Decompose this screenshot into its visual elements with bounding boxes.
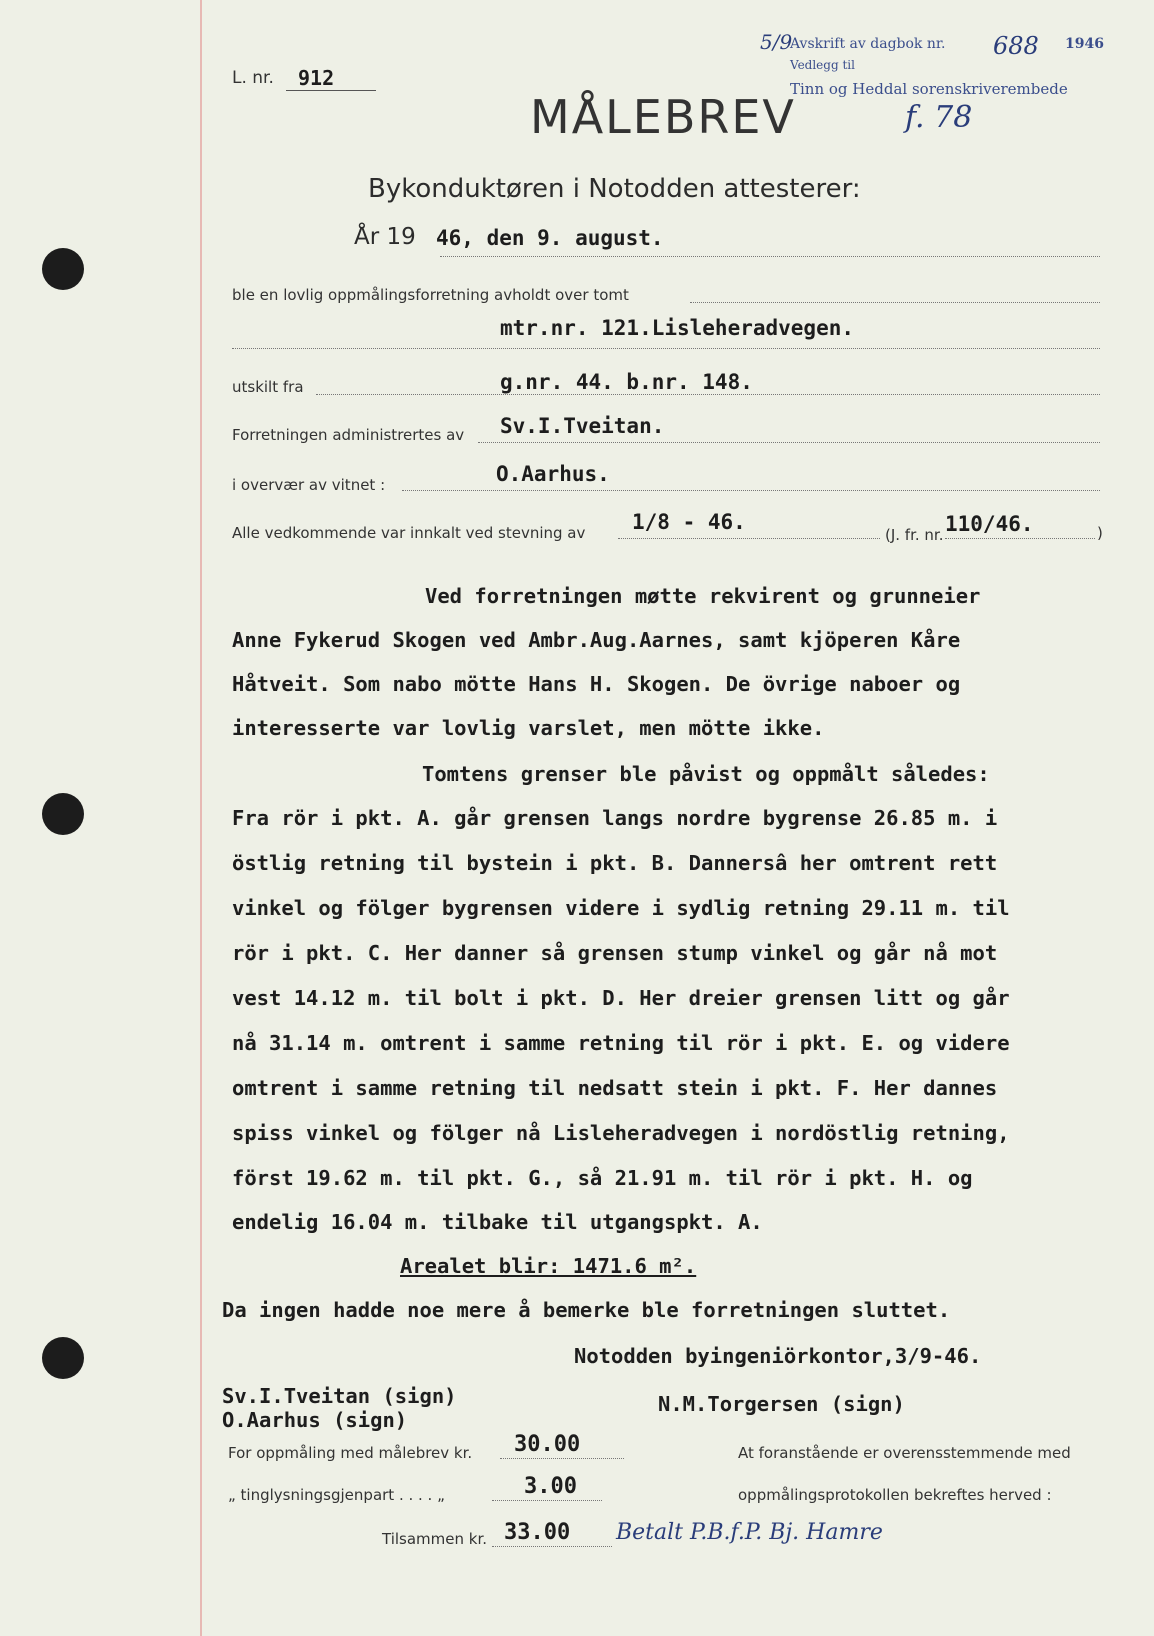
body-line: Tomtens grenser ble påvist og oppmålt således: bbox=[422, 762, 990, 786]
admin-label: Forretningen administrertes av bbox=[232, 426, 465, 444]
jfr-close: ) bbox=[1097, 524, 1103, 542]
fee-malebrev-value: 30.00 bbox=[514, 1432, 581, 1457]
fee-total-value: 33.00 bbox=[504, 1520, 571, 1545]
body-line: Ved forretningen møtte rekvirent og grunneier bbox=[425, 584, 981, 608]
stamp-line2: Vedlegg til bbox=[790, 58, 855, 72]
stamp-line1: Avskrift av dagbok nr. bbox=[790, 36, 946, 52]
attest-line-2: oppmålingsprotokollen bekreftes herved : bbox=[738, 1486, 1052, 1504]
body-line: endelig 16.04 m. tilbake til utgangspkt. A. bbox=[232, 1210, 763, 1234]
fee-malebrev-label: For oppmåling med målebrev kr. bbox=[228, 1444, 473, 1462]
punch-hole bbox=[42, 248, 84, 290]
body-line: Håtveit. Som nabo mötte Hans H. Skogen. De övrige naboer og bbox=[232, 672, 961, 696]
body-line: spiss vinkel og fölger nå Lisleheradvegen i nordöstlig retning, bbox=[232, 1121, 1010, 1145]
tomt-label: ble en lovlig oppmålingsforretning avholdt over tomt bbox=[232, 286, 629, 304]
signature-left-1: Sv.I.Tveitan (sign) bbox=[222, 1384, 457, 1408]
body-line: Fra rör i pkt. A. går grensen langs nordre bygrense 26.85 m. i bbox=[232, 806, 998, 830]
date-value: 46, den 9. august. bbox=[436, 226, 664, 250]
stamp-line3: Tinn og Heddal sorenskriverembede bbox=[790, 80, 1068, 98]
closing-statement: Da ingen hadde noe mere å bemerke ble forretningen sluttet. bbox=[222, 1298, 951, 1322]
page-title: MÅLEBREV bbox=[530, 90, 796, 144]
l-nr-label: L. nr. bbox=[232, 68, 274, 88]
margin-rule bbox=[200, 0, 202, 1636]
utskilt-value: g.nr. 44. b.nr. 148. bbox=[500, 370, 753, 394]
l-nr-value: 912 bbox=[298, 66, 335, 90]
body-line: rör i pkt. C. Her danner så grensen stump vinkel og går nå mot bbox=[232, 941, 998, 965]
body-line: interesserte var lovlig varslet, men mötte ikke. bbox=[232, 716, 825, 740]
body-line: vinkel og fölger bygrensen videre i sydlig retning 29.11 m. til bbox=[232, 896, 1010, 920]
stamp-dagbok-number: 688 bbox=[993, 32, 1039, 60]
fee-tinglysing-value: 3.00 bbox=[524, 1474, 577, 1499]
page-subtitle: Bykonduktøren i Notodden attesterer: bbox=[368, 174, 861, 204]
fee-total-label: Tilsammen kr. bbox=[382, 1530, 488, 1548]
body-line: omtrent i samme retning til nedsatt stein i pkt. F. Her dannes bbox=[232, 1076, 998, 1100]
stamp-date-fraction: 5/9 bbox=[760, 30, 793, 54]
stamp-folio: f. 78 bbox=[905, 100, 973, 135]
place-date: Notodden byingeniörkontor,3/9-46. bbox=[574, 1344, 982, 1368]
stevning-label: Alle vedkommende var innkalt ved stevning av bbox=[232, 524, 586, 542]
punch-hole bbox=[42, 793, 84, 835]
punch-hole bbox=[42, 1337, 84, 1379]
area-result: Arealet blir: 1471.6 m². bbox=[400, 1254, 697, 1278]
signature-right: N.M.Torgersen (sign) bbox=[658, 1392, 905, 1416]
body-line: nå 31.14 m. omtrent i samme retning til rör i pkt. E. og videre bbox=[232, 1031, 1010, 1055]
body-line: östlig retning til bystein i pkt. B. Dannersâ her omtrent rett bbox=[232, 851, 998, 875]
stevning-value: 1/8 - 46. bbox=[632, 510, 746, 534]
paid-note: Betalt P.B.f.P. Bj. Hamre bbox=[616, 1520, 883, 1545]
jfr-label: (J. fr. nr. bbox=[885, 526, 944, 544]
jfr-value: 110/46. bbox=[945, 512, 1034, 536]
vitne-value: O.Aarhus. bbox=[496, 462, 610, 486]
fee-tinglysing-label: „ tinglysningsgjenpart . . . . „ bbox=[228, 1486, 445, 1504]
body-line: först 19.62 m. til pkt. G., så 21.91 m. til rör i pkt. H. og bbox=[232, 1166, 973, 1190]
vitne-label: i overvær av vitnet : bbox=[232, 476, 386, 494]
signature-left-2: O.Aarhus (sign) bbox=[222, 1408, 408, 1432]
body-line: Anne Fykerud Skogen ved Ambr.Aug.Aarnes, samt kjöperen Kåre bbox=[232, 628, 961, 652]
attest-line-1: At foranstående er overensstemmende med bbox=[738, 1444, 1071, 1462]
stamp-year: 1946 bbox=[1065, 36, 1104, 52]
utskilt-label: utskilt fra bbox=[232, 378, 304, 396]
body-line: vest 14.12 m. til bolt i pkt. D. Her dreier grensen litt og går bbox=[232, 986, 1010, 1010]
admin-value: Sv.I.Tveitan. bbox=[500, 414, 665, 438]
tomt-value: mtr.nr. 121.Lisleheradvegen. bbox=[500, 316, 855, 340]
date-prefix: År 19 bbox=[354, 224, 416, 250]
